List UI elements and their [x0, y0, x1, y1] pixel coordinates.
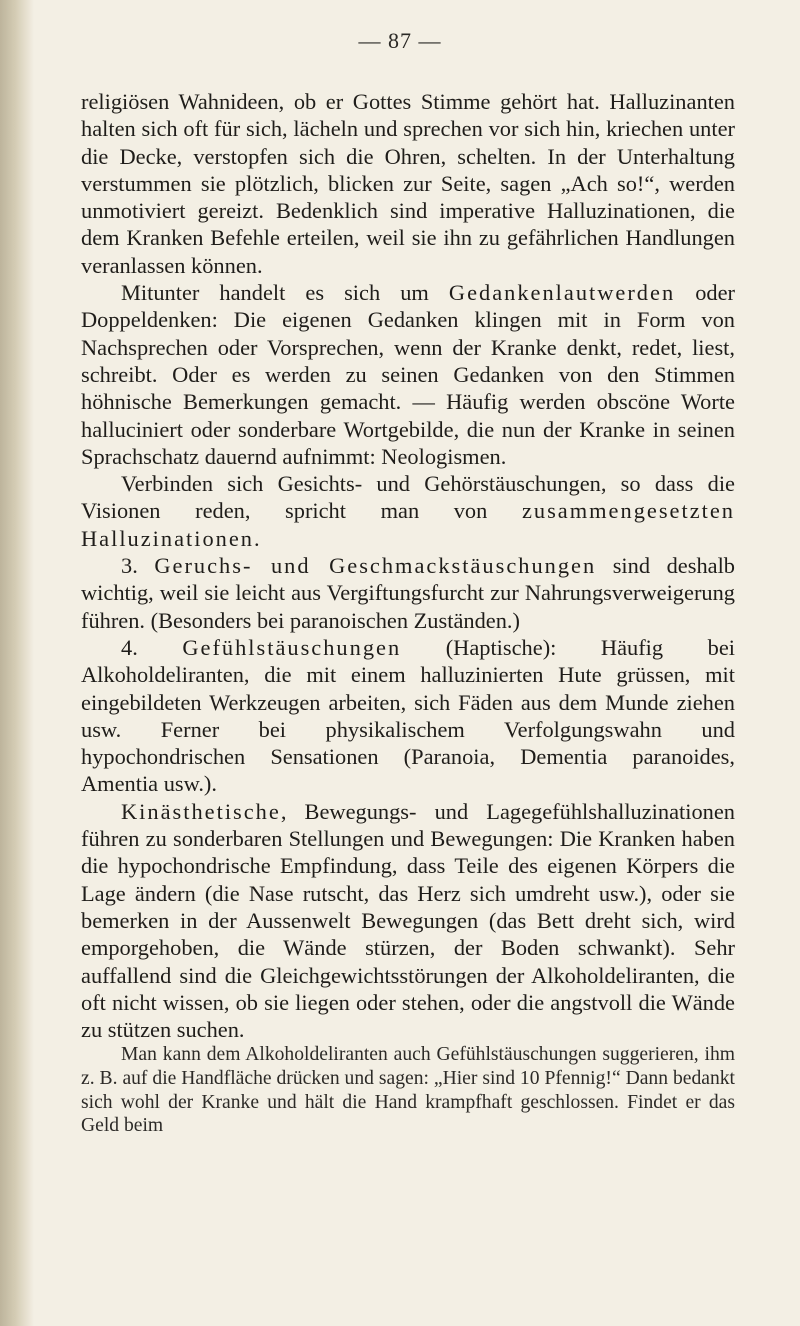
spaced-term: Geruchs- und Geschmackstäuschungen	[154, 553, 597, 579]
paragraph-geruchs	[81, 552, 735, 634]
paragraph-suggestion-note	[81, 1043, 735, 1137]
page-number: — 87 —	[358, 28, 442, 53]
paragraph-text: sind deshalb wichtig, weil sie leicht aus Vergiftungsfurcht zur Nahrungsverweigerung führen. (Besonders bei paranoischen Zuständen.)	[81, 553, 735, 633]
paragraph-text: religiösen Wahnideen, ob er Gottes Stimme gehört hat. Halluzinanten halten sich oft für sich, lächeln und sprechen vor sich hin, kriechen unter die Decke, verstopfen sich die Ohren, schelten. In der Unterhaltung verstummen sie plötzlich, blicken zur Seite, sagen „Ach so!“, werden unmotiviert gereizt. Bedenklich sind imperative Halluzinationen, die dem Kranken Befehle erteilen, weil sie ihn zu gefährlichen Handlungen veranlassen können.	[81, 89, 735, 278]
paragraph-text: Mitunter handelt es sich um	[121, 280, 449, 306]
section-number: 4.	[121, 634, 183, 660]
paragraph-text: , Bewegungs- und Lagegefühlshalluzinationen führen zu sonderbaren Stellungen und Bewegungen: Die Kranken haben die hypochondrische Empfindung, dass Teile des eigenen Körpers die Lage ändern (die Nase rutscht, das Herz sich umdreht usw.), oder sie bemerken in der Aussenwelt Bewegungen (das Bett dreht sich, wird emporgehoben, die Wände stürzen, der Boden schwankt). Sehr auffallend sind die Gleichgewichtsstörungen der Alkoholdeliranten, die oft nicht wissen, ob sie liegen oder stehen, oder die angstvoll die Wände zu stützen suchen.	[81, 798, 735, 1043]
spaced-term: Kinästhetische	[121, 798, 281, 824]
paragraph-text: .	[254, 525, 260, 551]
page-binding-shadow	[0, 0, 34, 1326]
spaced-term: zusammengesetzten Halluzinationen	[81, 498, 735, 551]
paragraph-gedankenlautwerden	[81, 279, 735, 470]
paragraph-zusammengesetzte	[81, 470, 735, 552]
spaced-term: Gedankenlautwerden	[448, 280, 676, 306]
paragraph-kinaesthetische	[81, 798, 735, 1044]
paragraph-wahnideen	[81, 88, 735, 279]
page-body	[81, 88, 735, 1138]
paragraph-text: Man kann dem Alkoholdeliranten auch Gefühlstäuschungen suggerieren, ihm z. B. auf die Handfläche drücken und sagen: „Hier sind 10 Pfennig!“ Dann bedankt sich wohl der Kranke und hält die Hand krampfhaft geschlossen. Findet er das Geld beim	[81, 1044, 735, 1137]
paragraph-gefuehls	[81, 634, 735, 798]
spaced-term: Gefühlstäuschungen	[182, 634, 402, 660]
paragraph-text: oder Doppeldenken: Die eigenen Gedanken klingen mit in Form von Nachsprechen oder Vorsprechen, wenn der Kranke denkt, redet, liest, schreibt. Oder es werden zu seinen Gedanken von den Stimmen höhnische Bemerkungen gemacht. — Häufig werden obscöne Worte halluciniert oder sonderbare Wortgebilde, die nun der Kranke in seinen Sprachschatz dauernd aufnimmt: Neologismen.	[81, 280, 735, 469]
paragraph-text: Verbinden sich Gesichts- und Gehörstäuschungen, so dass die Visionen reden, spricht man von	[81, 471, 735, 524]
paragraph-text: (Haptische): Häufig bei Alkoholdeliranten, die mit einem halluzinierten Hute grüssen, mit eingebildeten Werkzeugen arbeiten, sich Fäden aus dem Munde ziehen usw. Ferner bei physikalischem Verfolgungswahn und hypochondrischen Sensationen (Paranoia, Dementia paranoides, Amentia usw.).	[81, 634, 735, 797]
section-number: 3.	[121, 553, 155, 579]
